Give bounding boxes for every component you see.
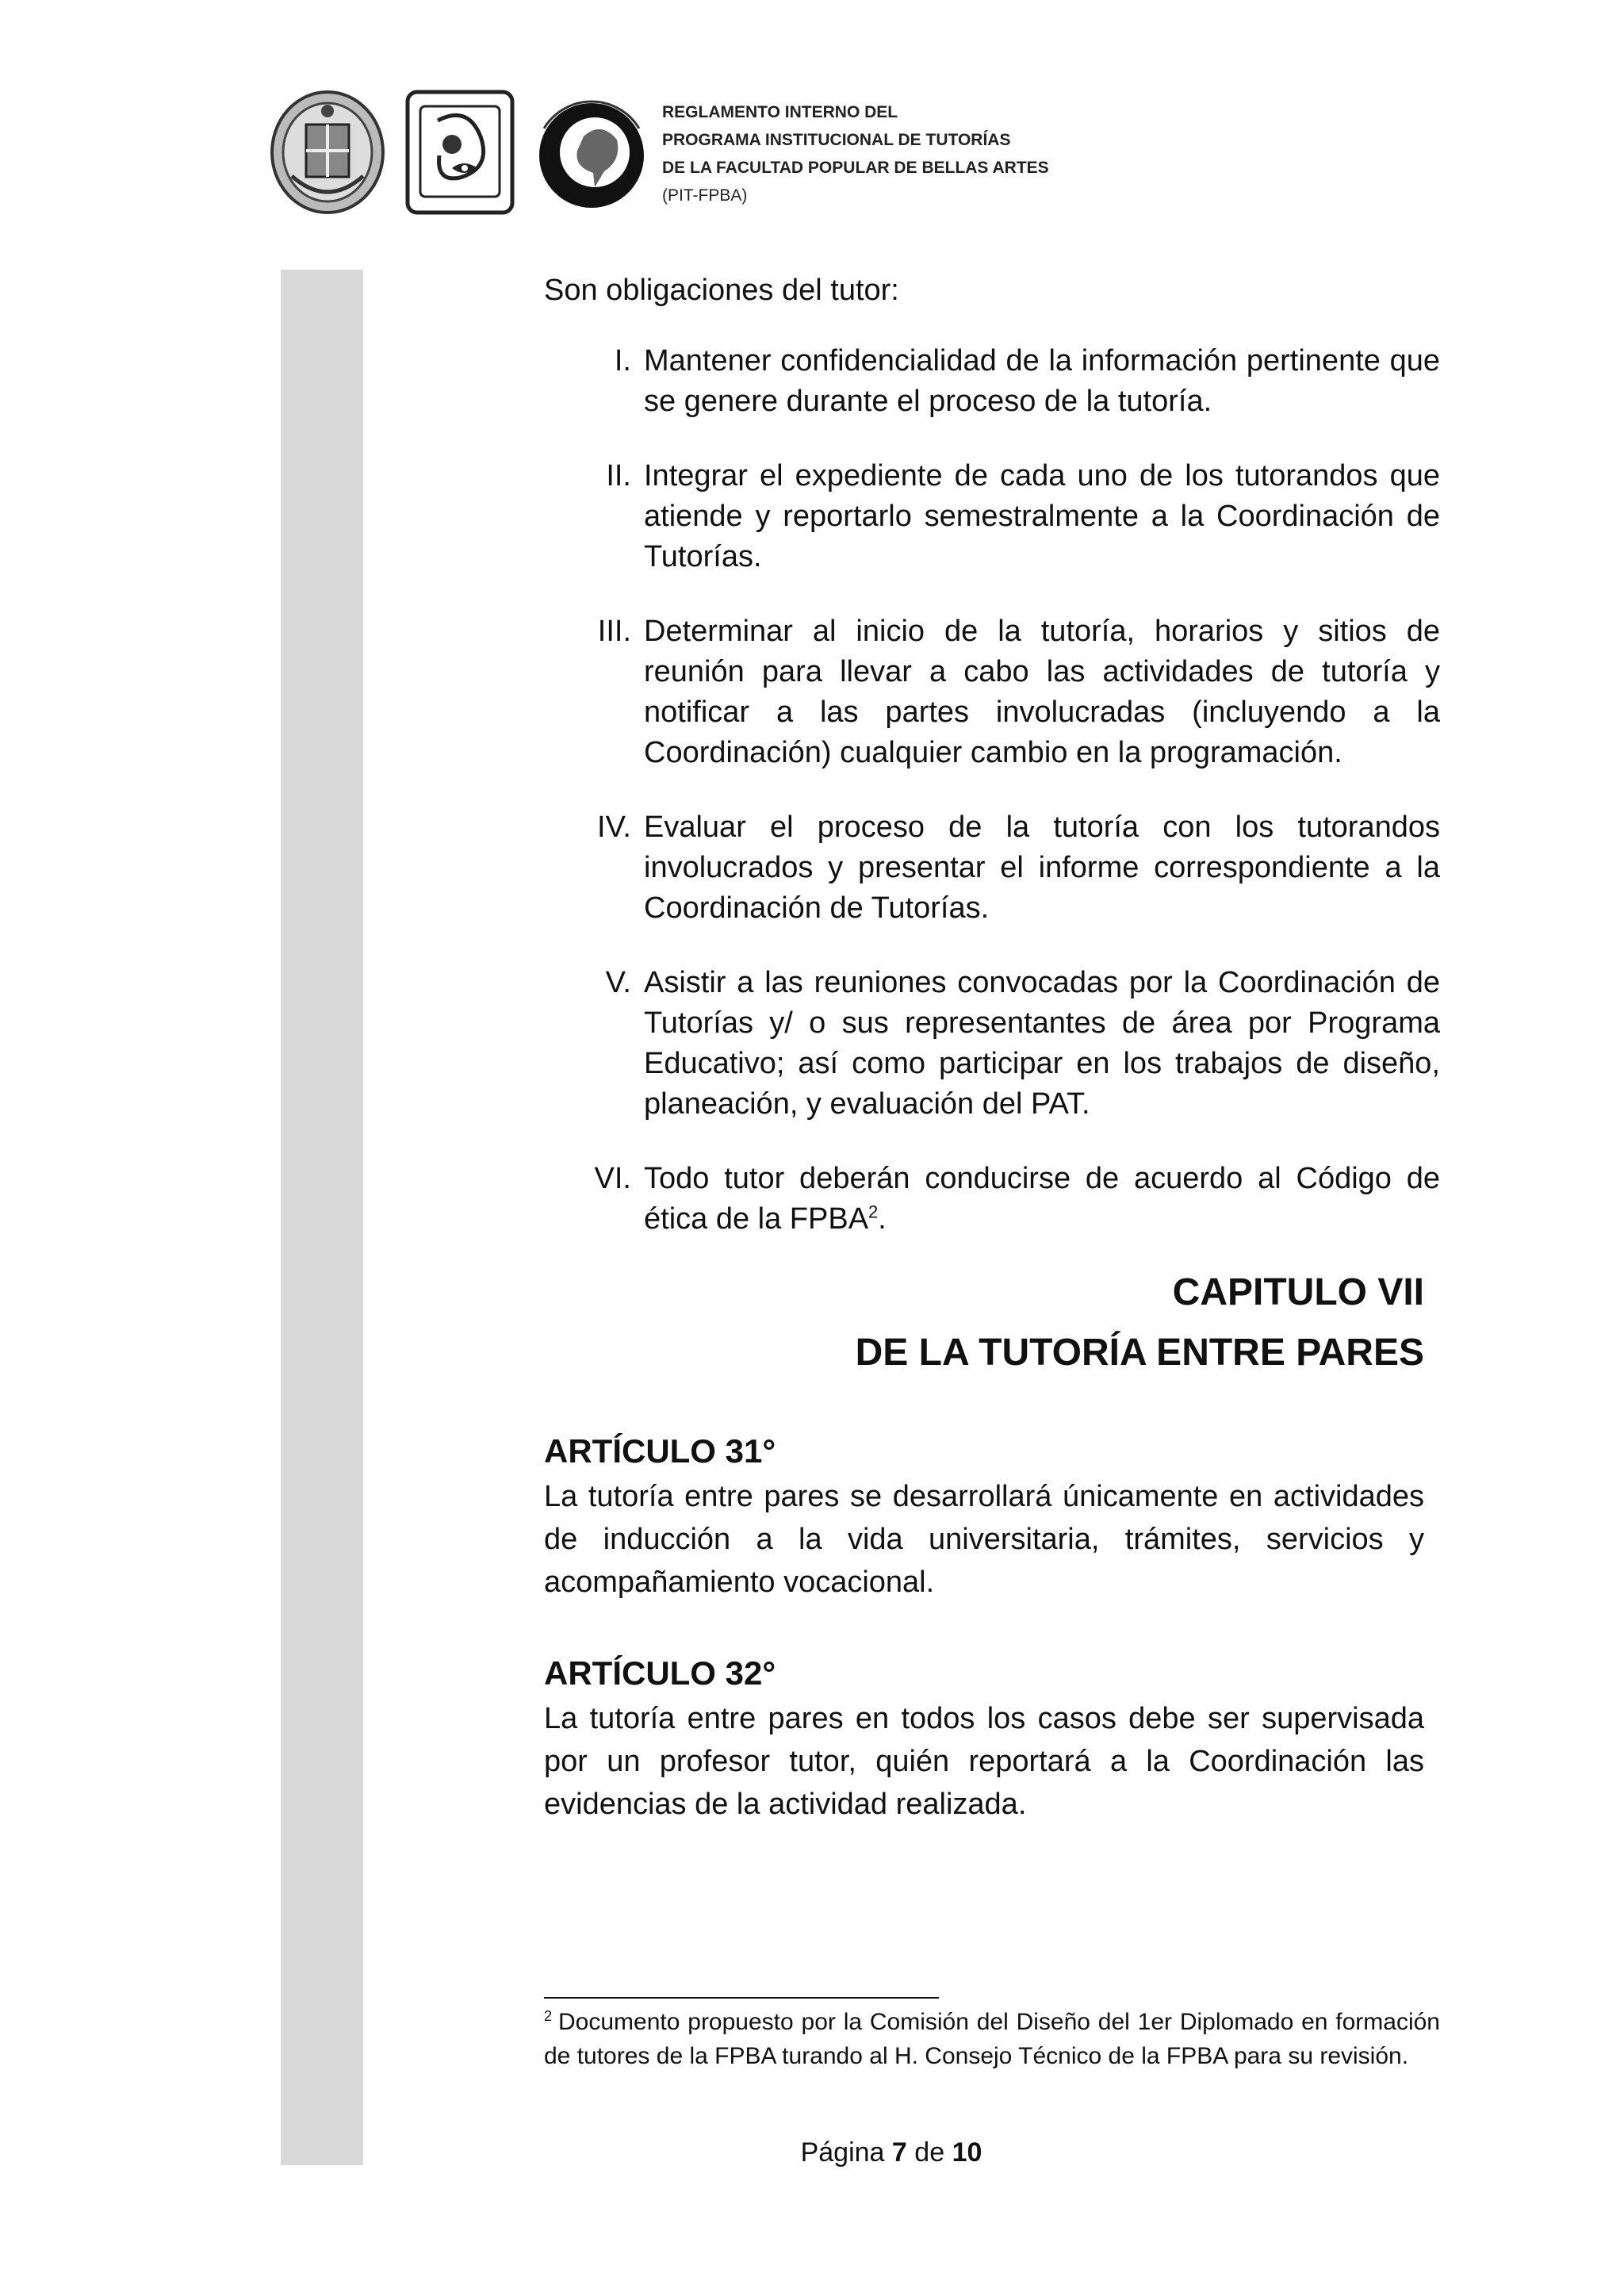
page-separator: de — [914, 2137, 945, 2168]
article-31 — [544, 1428, 1424, 1604]
list-item-number: IV. — [597, 811, 631, 844]
list-item — [544, 963, 1440, 1125]
chapter-title: DE LA TUTORÍA ENTRE PARES — [855, 1332, 1424, 1374]
list-item — [544, 456, 1440, 577]
footnote-divider — [544, 1997, 939, 1999]
sidebar-band — [281, 270, 363, 2165]
fpba-logo — [404, 89, 515, 216]
footnote-reference[interactable]: 2 — [868, 1202, 879, 1222]
footnote-text: Documento propuesto por la Comisión del Diseño del 1er Diplomado en formación de tutores de la FPBA turando al H. Consejo Técnico de la FPBA para su revisión. — [544, 2009, 1440, 2069]
footnote — [544, 2005, 1440, 2073]
header-title-line-2: PROGRAMA INSTITUCIONAL DE TUTORÍAS — [662, 131, 1011, 149]
list-item-tail: . — [878, 1202, 887, 1236]
obligations-list — [544, 341, 1440, 1274]
list-item — [544, 341, 1440, 422]
article-32 — [544, 1650, 1424, 1826]
page-total: 10 — [952, 2137, 982, 2168]
article-heading: ARTÍCULO 32° — [544, 1654, 776, 1692]
header-title-line-3: DE LA FACULTAD POPULAR DE BELLAS ARTES — [662, 159, 1049, 177]
header-title-block — [662, 98, 1049, 209]
list-item-text: Mantener confidencialidad de la información pertinente que se genere durante el proceso de la tutoría. — [644, 344, 1440, 418]
header-code: (PIT-FPBA) — [662, 186, 748, 205]
list-item-text: Asistir a las reuniones convocadas por la Coordinación de Tutorías y/ o sus representantes de área por Programa Educativo; así como participar en los trabajos de diseño, planeación, y evaluación del PAT. — [644, 966, 1440, 1121]
list-item-number: I. — [614, 344, 631, 378]
list-item-text: Integrar el expediente de cada uno de los tutorandos que atiende y reportarlo semestralmente a la Coordinación de Tutorías. — [644, 459, 1440, 573]
university-seal-logo — [268, 89, 387, 216]
list-item-text: Determinar al inicio de la tutoría, horarios y sitios de reunión para llevar a cabo las actividades de tutoría y notificar a las partes involucradas (incluyendo a la Coordinación) cualquier cambio en la programación. — [644, 615, 1440, 769]
list-item — [544, 611, 1440, 773]
tutorias-coordination-logo — [528, 89, 655, 216]
list-item-number: VI. — [594, 1162, 631, 1195]
obligations-intro: Son obligaciones del tutor: — [544, 274, 899, 307]
article-heading: ARTÍCULO 31° — [544, 1432, 776, 1470]
list-item-number: II. — [606, 459, 631, 493]
list-item-text: Todo tutor deberán conducirse de acuerdo al Código de ética de la FPBA — [644, 1162, 1440, 1236]
chapter-number: CAPITULO VII — [1172, 1271, 1424, 1313]
list-item — [544, 807, 1440, 929]
page-prefix: Página — [800, 2137, 885, 2168]
list-item-number: III. — [597, 615, 631, 648]
list-item-text: Evaluar el proceso de la tutoría con los tutorandos involucrados y presentar el informe correspondiente a la Coordinación de Tutorías. — [644, 811, 1440, 925]
article-body: La tutoría entre pares en todos los casos debe ser supervisada por un profesor tutor, quién reportará a la Coordinación las evidencias de la actividad realizada. — [544, 1702, 1424, 1821]
footnote-mark: 2 — [544, 2008, 553, 2024]
header-title-line-1: REGLAMENTO INTERNO DEL — [662, 103, 898, 121]
chapter-heading — [544, 1263, 1424, 1383]
list-item — [544, 1159, 1440, 1240]
page-current: 7 — [891, 2137, 907, 2168]
page-header — [268, 89, 1457, 216]
page-number — [0, 2137, 1624, 2168]
list-item-number: V. — [605, 966, 631, 999]
article-body: La tutoría entre pares se desarrollará únicamente en actividades de inducción a la vida universitaria, trámites, servicios y acompañamiento vocacional. — [544, 1480, 1424, 1599]
